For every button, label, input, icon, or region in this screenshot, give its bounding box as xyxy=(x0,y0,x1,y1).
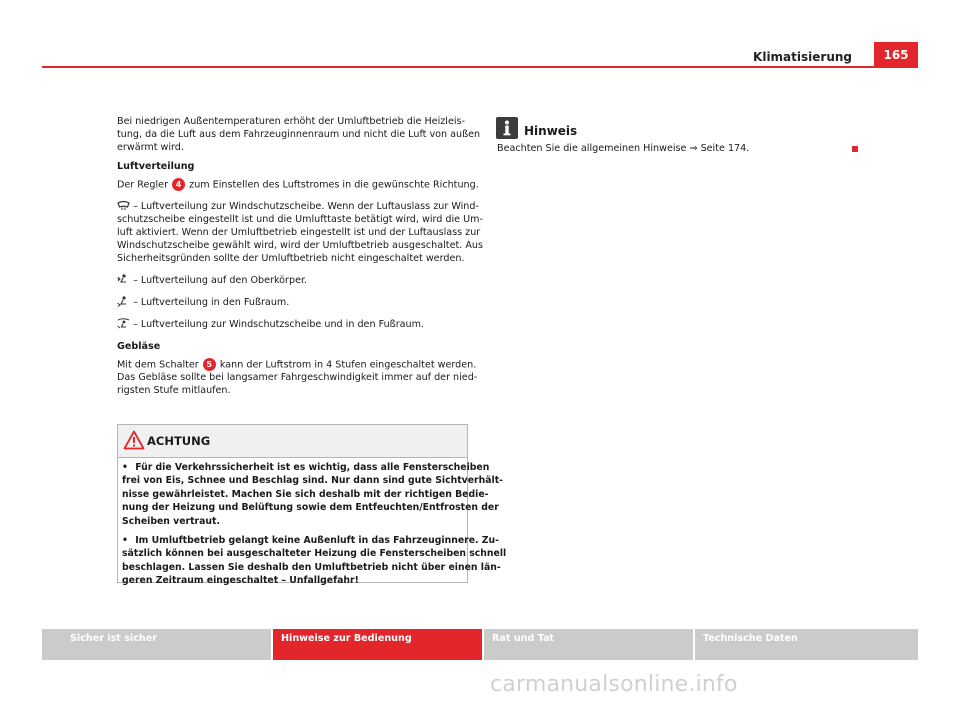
windshield-paragraph xyxy=(117,200,483,265)
text-line: Windschutzscheibe gewählt wird, wird der Umluftbetrieb ausgeschaltet. Aus xyxy=(117,239,483,251)
text-line: sätzlich können bei ausgeschalteter Heizung die Fensterscheiben schnell xyxy=(122,548,507,560)
text-line: schutzscheibe eingestellt ist und die Umlufttaste betätigt wird, wird die Um- xyxy=(117,213,483,225)
tab-technische-daten[interactable]: Technische Daten xyxy=(695,629,918,660)
text-line: geren Zeitraum eingeschaltet – Unfallgefahr! xyxy=(122,575,359,587)
tab-sicher-ist-sicher[interactable]: Sicher ist sicher xyxy=(42,629,271,660)
windshield-footwell-icon xyxy=(117,318,130,329)
text-line: Bei niedrigen Außentemperaturen erhöht der Umluftbetrieb die Heizleis- xyxy=(117,116,465,127)
tab-rat-und-tat[interactable]: Rat und Tat xyxy=(484,629,693,660)
footwell-text: – Luftverteilung in den Fußraum. xyxy=(133,296,290,308)
windshield-footwell-text: – Luftverteilung zur Windschutzscheibe und in den Fußraum. xyxy=(133,318,425,330)
control-badge-4: 4 xyxy=(172,178,185,191)
footwell-icon xyxy=(117,296,130,307)
upper-body-text: – Luftverteilung auf den Oberkörper. xyxy=(133,274,308,286)
text-line: Für die Verkehrssicherheit ist es wichtig, dass alle Fensterscheiben xyxy=(135,462,490,473)
text-line: Das Gebläse sollte bei langsamer Fahrgeschwindigkeit immer auf der nied- xyxy=(117,372,478,383)
text-line: tung, da die Luft aus dem Fahrzeuginnenraum und nicht die Luft von außen xyxy=(117,129,481,140)
text-line: Scheiben vertraut. xyxy=(122,515,220,527)
control-badge-5: 5 xyxy=(203,358,216,371)
info-icon xyxy=(496,117,518,139)
header-divider xyxy=(42,66,918,68)
text-line: beschlagen. Lassen Sie deshalb den Umluftbetrieb nicht über einen län- xyxy=(122,561,501,573)
note-text: Beachten Sie die allgemeinen Hinweise ⇒ Seite 174. xyxy=(497,143,750,154)
schalter-text-after: kann der Luftstrom in 4 Stufen eingeschaltet werden. xyxy=(219,359,477,370)
warning-body xyxy=(122,461,507,588)
regler-paragraph xyxy=(117,178,479,192)
windshield-icon xyxy=(117,200,130,211)
tab-hinweise-zur-bedienung[interactable]: Hinweise zur Bedienung xyxy=(273,629,482,660)
left-column xyxy=(117,115,483,397)
text-line: luft aktiviert. Wenn der Umluftbetrieb eingestellt ist und der Luftauslass zur xyxy=(117,226,481,238)
text-line: rigsten Stufe mitlaufen. xyxy=(117,385,231,396)
warning-item-2 xyxy=(122,534,507,588)
section-end-marker xyxy=(852,146,858,152)
warning-triangle-icon xyxy=(123,430,145,450)
windshield-footwell-line xyxy=(117,318,472,331)
text-line: nisse gewährleistet. Machen Sie sich deshalb mit der richtigen Bedie- xyxy=(122,488,489,500)
schalter-line xyxy=(117,358,477,372)
text-line: Im Umluftbetrieb gelangt keine Außenluft in das Fahrzeuginnere. Zu- xyxy=(135,535,500,547)
text-line: erwärmt wird. xyxy=(117,142,184,153)
upper-body-icon xyxy=(117,274,130,285)
page-number: 165 xyxy=(874,42,918,66)
windshield-text: – Luftverteilung zur Windschutzscheibe. Wenn der Luftauslass zur Wind- xyxy=(133,200,479,212)
watermark: carmanualsonline.info xyxy=(490,672,738,697)
text-line: frei von Eis, Schnee und Beschlag sind. Nur dann sind gute Sichtverhält- xyxy=(122,475,503,487)
warning-title: ACHTUNG xyxy=(147,434,211,448)
text-line: nung der Heizung und Belüftung sowie dem Entfeuchten/Entfrosten der xyxy=(122,502,499,514)
bullet: • xyxy=(122,535,128,547)
blower-heading: Gebläse xyxy=(117,340,161,352)
upper-body-line xyxy=(117,274,472,287)
footwell-line xyxy=(117,296,472,309)
schalter-text-before: Mit dem Schalter xyxy=(117,359,199,370)
warning-box xyxy=(117,424,507,587)
intro-paragraph xyxy=(117,115,481,154)
regler-text-before: Der Regler xyxy=(117,179,169,191)
text-line: Sicherheitsgründen sollte der Umluftbetrieb nicht eingeschaltet werden. xyxy=(117,252,465,264)
airdist-heading: Luftverteilung xyxy=(117,161,195,172)
blower-paragraph xyxy=(117,371,478,397)
regler-text-after: zum Einstellen des Luftstromes in die gewünschte Richtung. xyxy=(189,179,479,191)
note-title: Hinweis xyxy=(524,124,578,138)
chapter-title: Klimatisierung xyxy=(753,50,852,64)
warning-item-1 xyxy=(122,461,503,528)
bullet: • xyxy=(122,462,128,473)
